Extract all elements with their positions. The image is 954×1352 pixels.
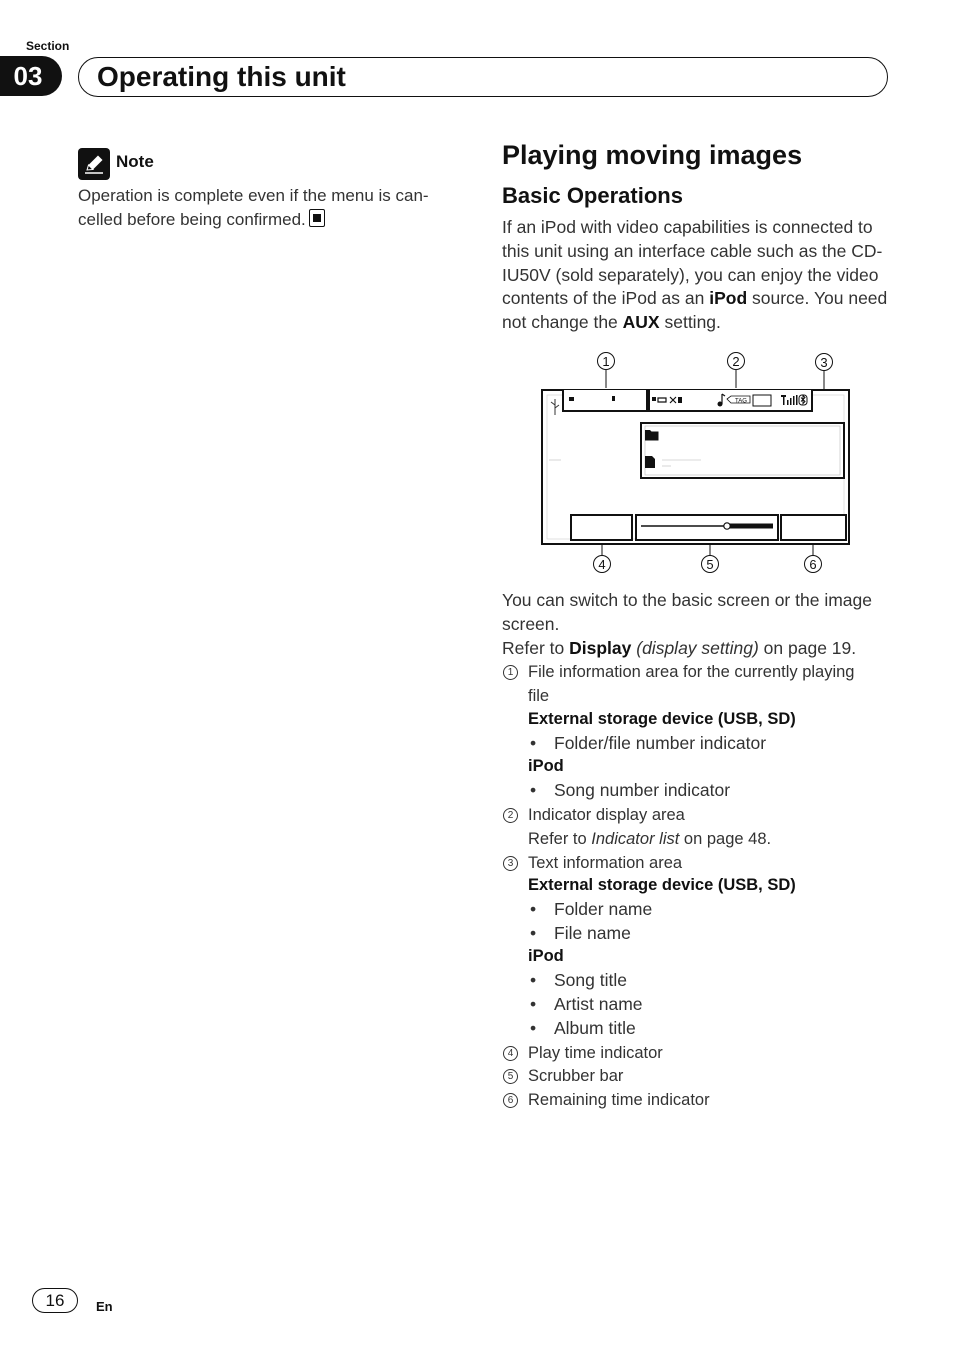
section-title: Operating this unit [97, 61, 346, 92]
item-3-text: Text information area [528, 854, 683, 872]
item-3-song-title: Song title [554, 970, 627, 990]
bullet: • [530, 1018, 537, 1038]
item-1-ipod: iPod [528, 757, 564, 775]
item-number-5: 5 [503, 1069, 518, 1084]
note-text: Operation is complete even if the menu is can-celled before being confirmed. [78, 186, 429, 229]
callout-6: 6 [804, 555, 822, 573]
item-3-artist-name: Artist name [554, 994, 643, 1014]
scrubber-handle [724, 523, 730, 529]
subsection-title: Basic Operations [502, 183, 683, 208]
item-number-4: 4 [503, 1046, 518, 1061]
page-number: 16 [32, 1288, 78, 1313]
callout-1: 1 [597, 352, 615, 370]
item-3-ipod: iPod [528, 947, 564, 965]
page-title: Playing moving images [502, 140, 803, 170]
callout-leaders-top [540, 370, 852, 390]
item-3-ext-storage: External storage device (USB, SD) [528, 876, 796, 894]
item-1-ext-bullet: Folder/file number indicator [554, 733, 767, 753]
bullet: • [530, 899, 537, 919]
item-2-refer: Refer to Indicator list on page 48. [528, 830, 772, 848]
item-1-text: File information area for the currently playing [528, 663, 855, 681]
callout-5: 5 [701, 555, 719, 573]
bullet: • [530, 994, 537, 1014]
item-number-1: 1 [503, 665, 518, 680]
file-icon [612, 396, 615, 401]
item-4-text: Play time indicator [528, 1044, 663, 1062]
tag-label: TAG [735, 398, 747, 405]
item-6-text: Remaining time indicator [528, 1091, 710, 1109]
bullet: • [530, 970, 537, 990]
end-mark-icon [309, 209, 325, 227]
callout-2: 2 [727, 352, 745, 370]
callout-4: 4 [593, 555, 611, 573]
folder-icon [569, 397, 574, 401]
item-number-2: 2 [503, 808, 518, 823]
item-number-3: 3 [503, 856, 518, 871]
note-pencil-icon [78, 148, 110, 180]
folder-name-icon [645, 430, 659, 441]
bullet: • [530, 923, 537, 943]
callout-leaders-bottom [540, 543, 852, 557]
callout-3: 3 [815, 353, 833, 371]
switch-text: You can switch to the basic screen or the image screen. [502, 590, 872, 634]
item-1-ext-storage: External storage device (USB, SD) [528, 710, 796, 728]
bullet: • [530, 780, 537, 800]
file-name-icon [645, 456, 655, 468]
item-3-album-title: Album title [554, 1018, 636, 1038]
item-5-text: Scrubber bar [528, 1067, 624, 1085]
item-number-6: 6 [503, 1093, 518, 1108]
scrubber-remaining [727, 524, 773, 529]
item-3-folder-name: Folder name [554, 899, 653, 919]
section-label: Section [26, 39, 70, 53]
refer-display: Refer to Display (display setting) on page 19. [502, 638, 857, 658]
bullet: • [530, 733, 537, 753]
display-diagram [541, 389, 850, 545]
intro-paragraph: If an iPod with video capabilities is connected to this unit using an interface cable such as the CD-IU50V (sold separately), you can enjoy the video contents of the iPod as an iPod source. You need not change the AUX setting. [502, 217, 888, 333]
item-2-text: Indicator display area [528, 806, 685, 824]
note-title: Note [116, 152, 154, 171]
language-code: En [96, 1299, 113, 1314]
item-1-ipod-bullet: Song number indicator [554, 780, 731, 800]
item-1-text-cont: file [528, 687, 550, 705]
section-number: 03 [0, 56, 62, 96]
item-3-file-name: File name [554, 923, 631, 943]
